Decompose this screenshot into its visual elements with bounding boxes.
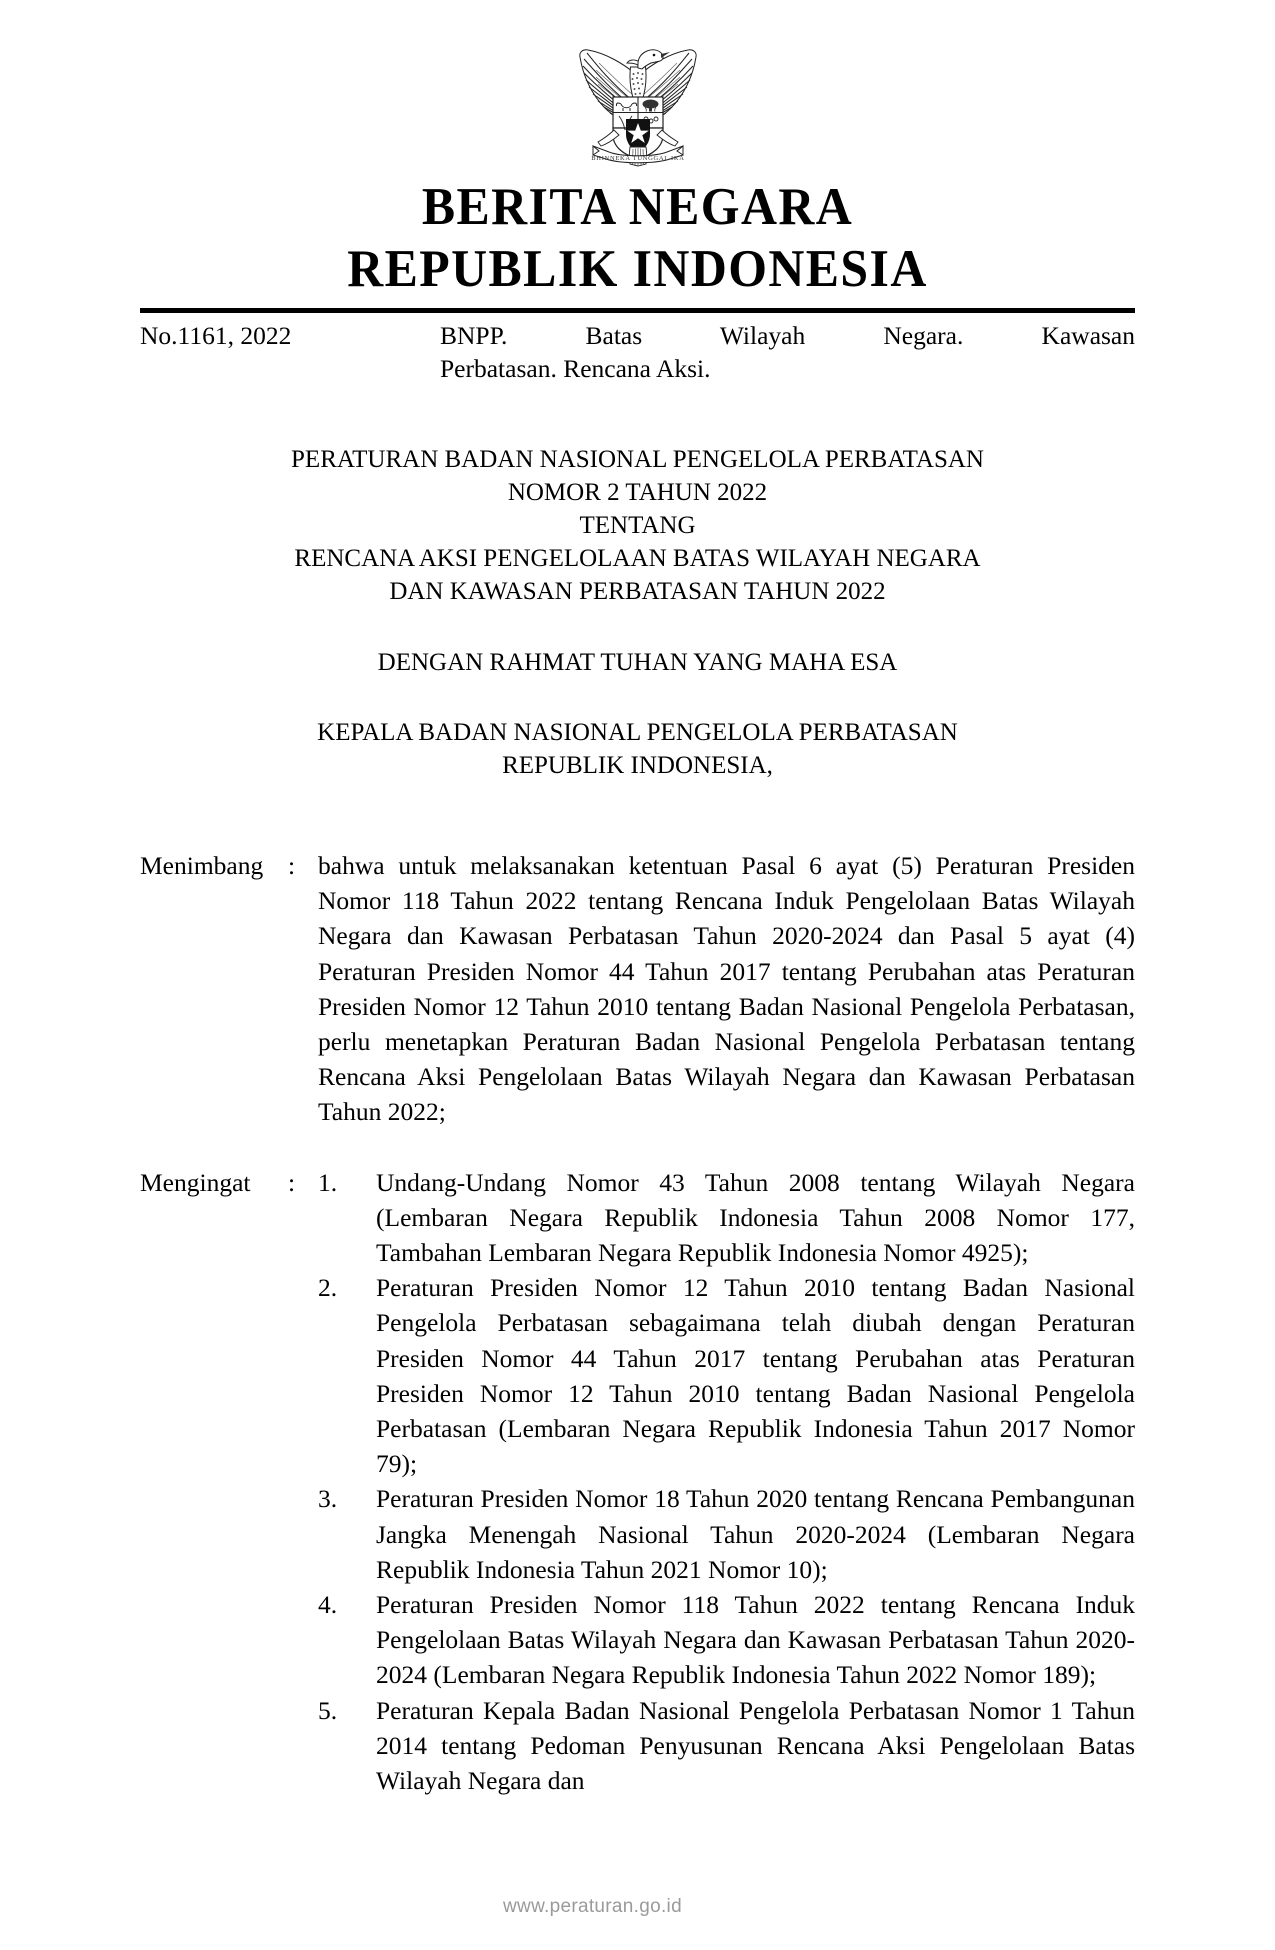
list-item-text: Peraturan Presiden Nomor 18 Tahun 2020 tentang Rencana Pembangunan Jangka Menengah Nasional Tahun 2020-2024 (Lembaran Negara Republik Indonesia Tahun 2021 Nomor 10); [376,1484,1135,1584]
authority-line-1: KEPALA BADAN NASIONAL PENGELOLA PERBATASAN [317,719,958,746]
garuda-pancasila-emblem [563,28,713,170]
invocation-line: DENGAN RAHMAT TUHAN YANG MAHA ESA [377,649,898,676]
issue-number: No.1161, 2022 [140,321,292,350]
list-item-text: Peraturan Presiden Nomor 118 Tahun 2022 tentang Rencana Induk Pengelolaan Batas Wilayah Negara dan Kawasan Perbatasan Tahun 2020-2024 (Lembaran Negara Republik Indonesia Tahun 2022 Nomor 189); [376,1590,1135,1690]
menimbang-colon: : [288,851,296,880]
menimbang-text: bahwa untuk melaksanakan ketentuan Pasal 6 ayat (5) Peraturan Presiden Nomor 118 Tahun 2022 tentang Rencana Induk Pengelolaan Batas Wilayah Negara dan Kawasan Perbatasan Tahun 2020-2024 dan Pasal 5 ayat (4) Peraturan Presiden Nomor 44 Tahun 2017 tentang Perubahan atas Peraturan Presiden Nomor 12 Tahun 2010 tentang Badan Nasional Pengelola Perbatasan, perlu menetapkan Peraturan Badan Nasional Pengelola Perbatasan tentang Rencana Aksi Pengelolaan Batas Wilayah Negara dan Kawasan Perbatasan Tahun 2022; [318,851,1135,1127]
mengingat-list [318,1165,1135,1799]
mengingat-clause [140,1165,1135,1799]
masthead-line-1: BERITA NEGARA [421,178,854,236]
list-item [318,1693,1135,1799]
mengingat-colon: : [288,1167,296,1197]
masthead [0,176,1275,300]
authority-block [0,716,1275,782]
list-item-marker: 5. [318,1695,338,1725]
emblem-container [0,0,1275,170]
authority-line-2: REPUBLIK INDONESIA, [502,752,773,779]
title-line-4: RENCANA AKSI PENGELOLAAN BATAS WILAYAH NEGARA [294,545,981,572]
masthead-line-2: REPUBLIK INDONESIA [347,240,928,298]
menimbang-clause [140,848,1135,1130]
list-item [318,1165,1135,1271]
issue-subject-line-1: BNPP. Batas Wilayah Negara. Kawasan [440,321,1135,350]
title-line-3: TENTANG [579,512,696,539]
list-item-text: Undang-Undang Nomor 43 Tahun 2008 tentang Wilayah Negara (Lembaran Negara Republik Indonesia Tahun 2008 Nomor 177, Tambahan Lembaran Negara Republik Indonesia Nomor 4925); [376,1167,1135,1268]
title-line-2: NOMOR 2 TAHUN 2022 [507,479,768,506]
issue-subject [440,319,1135,385]
list-item-marker: 4. [318,1590,338,1620]
list-item-text: Peraturan Presiden Nomor 12 Tahun 2010 tentang Badan Nasional Pengelola Perbatasan sebagaimana telah diubah dengan Peraturan Presiden Nomor 44 Tahun 2017 tentang Perubahan atas Peraturan Presiden Nomor 12 Tahun 2010 tentang Badan Nasional Pengelola Perbatasan (Lembaran Negara Republik Indonesia Tahun 2017 Nomor 79); [376,1273,1135,1479]
list-item [318,1270,1135,1481]
issue-row [140,319,1135,385]
issue-subject-line-2: Perbatasan. Rencana Aksi. [440,354,711,383]
footer-url: www.peraturan.go.id [503,1896,682,1917]
emblem-motto-text: BHINNEKA TUNGGAL IKA [590,155,685,162]
title-line-1: PERATURAN BADAN NASIONAL PENGELOLA PERBATASAN [291,446,984,473]
mengingat-label: Mengingat [140,1167,251,1197]
menimbang-label: Menimbang [140,851,264,880]
title-line-5: DAN KAWASAN PERBATASAN TAHUN 2022 [389,578,886,605]
list-item-marker: 2. [318,1273,338,1303]
list-item-marker: 1. [318,1167,338,1197]
list-item-marker: 3. [318,1484,338,1514]
list-item [318,1587,1135,1693]
masthead-divider [140,308,1135,313]
list-item-text: Peraturan Kepala Badan Nasional Pengelola Perbatasan Nomor 1 Tahun 2014 tentang Pedoman Penyusunan Rencana Aksi Pengelolaan Batas Wilayah Negara dan [376,1695,1135,1796]
list-item [318,1481,1135,1587]
regulation-title-block [150,443,1125,608]
